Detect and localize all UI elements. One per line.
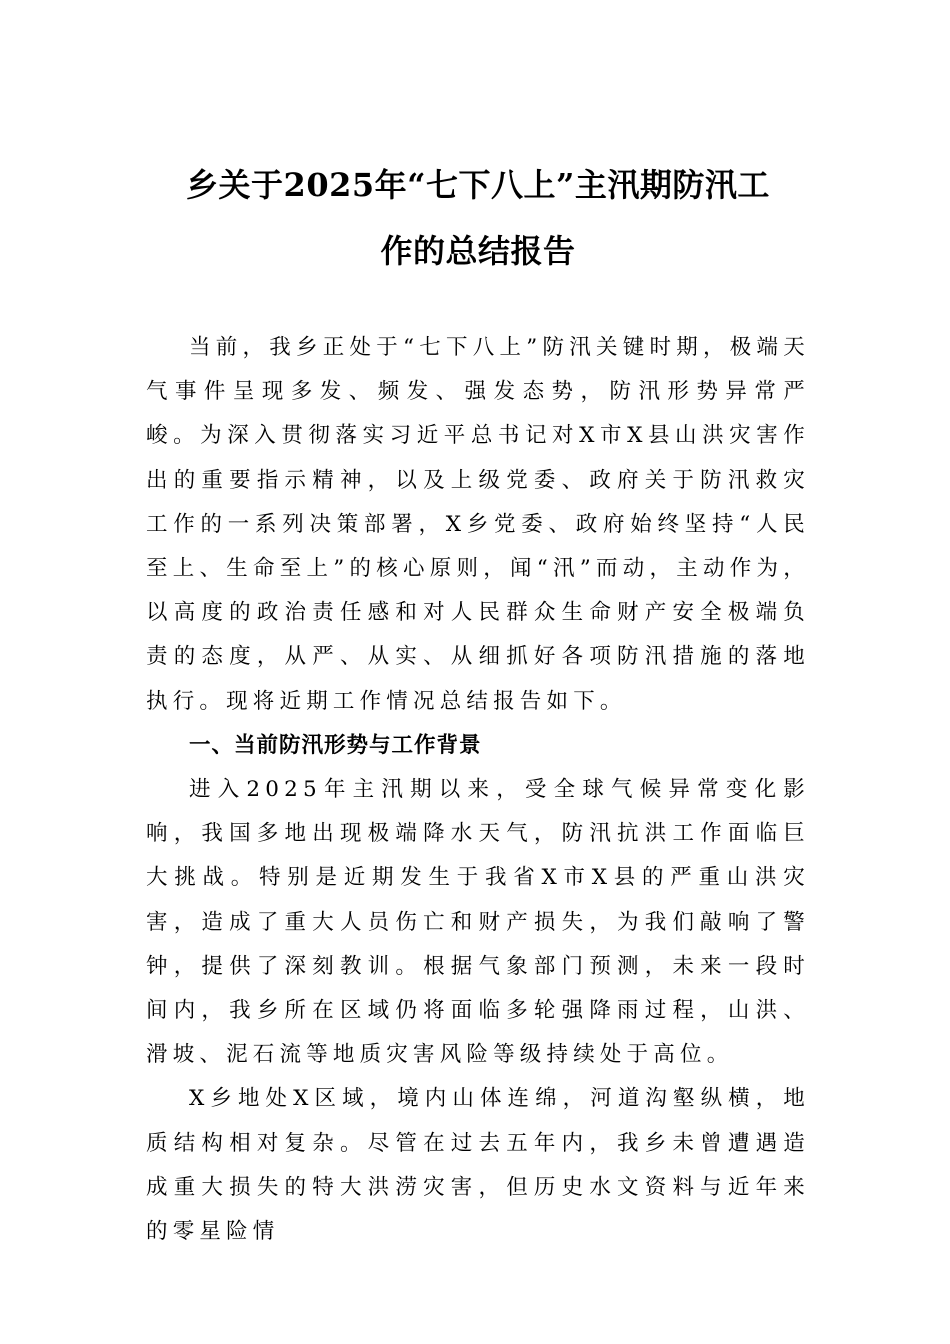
- intro-paragraph: 当前，我乡正处于“七下八上”防汛关键时期，极端天气事件呈现多发、频发、强发态势，防汛形势异常严峻。为深入贯彻落实习近平总书记对X市X县山洪灾害作出的重要指示精神，以及上级党委、政府关于防汛救灾工作的一系列决策部署，X乡党委、政府始终坚持“人民至上、生命至上”的核心原则，闻“汛”而动，主动作为，以高度的政治责任感和对人民群众生命财产安全极端负责的态度，从严、从实、从细抓好各项防汛措施的落地执行。现将近期工作情况总结报告如下。: [146, 335, 810, 714]
- title-line-1: 乡关于2025年“七下八上”主汛期防汛工: [186, 166, 770, 204]
- document-title: [146, 152, 810, 284]
- document-body: [146, 326, 810, 1254]
- section-heading: 一、当前防汛形势与工作背景: [189, 732, 482, 758]
- title-line-2: 作的总结报告: [380, 232, 576, 270]
- document-page: [146, 152, 810, 1254]
- section-paragraph-2: X乡地处X区域，境内山体连绵，河道沟壑纵横，地质结构相对复杂。尽管在过去五年内，我乡未曾遭遇造成重大损失的特大洪涝灾害，但历史水文资料与近年来的零星险情: [146, 1086, 810, 1245]
- section-paragraph-1: 进入2025年主汛期以来，受全球气候异常变化影响，我国多地出现极端降水天气，防汛抗洪工作面临巨大挑战。特别是近期发生于我省X市X县的严重山洪灾害，造成了重大人员伤亡和财产损失，为我们敲响了警钟，提供了深刻教训。根据气象部门预测，未来一段时间内，我乡所在区域仍将面临多轮强降雨过程，山洪、滑坡、泥石流等地质灾害风险等级持续处于高位。: [146, 777, 810, 1068]
